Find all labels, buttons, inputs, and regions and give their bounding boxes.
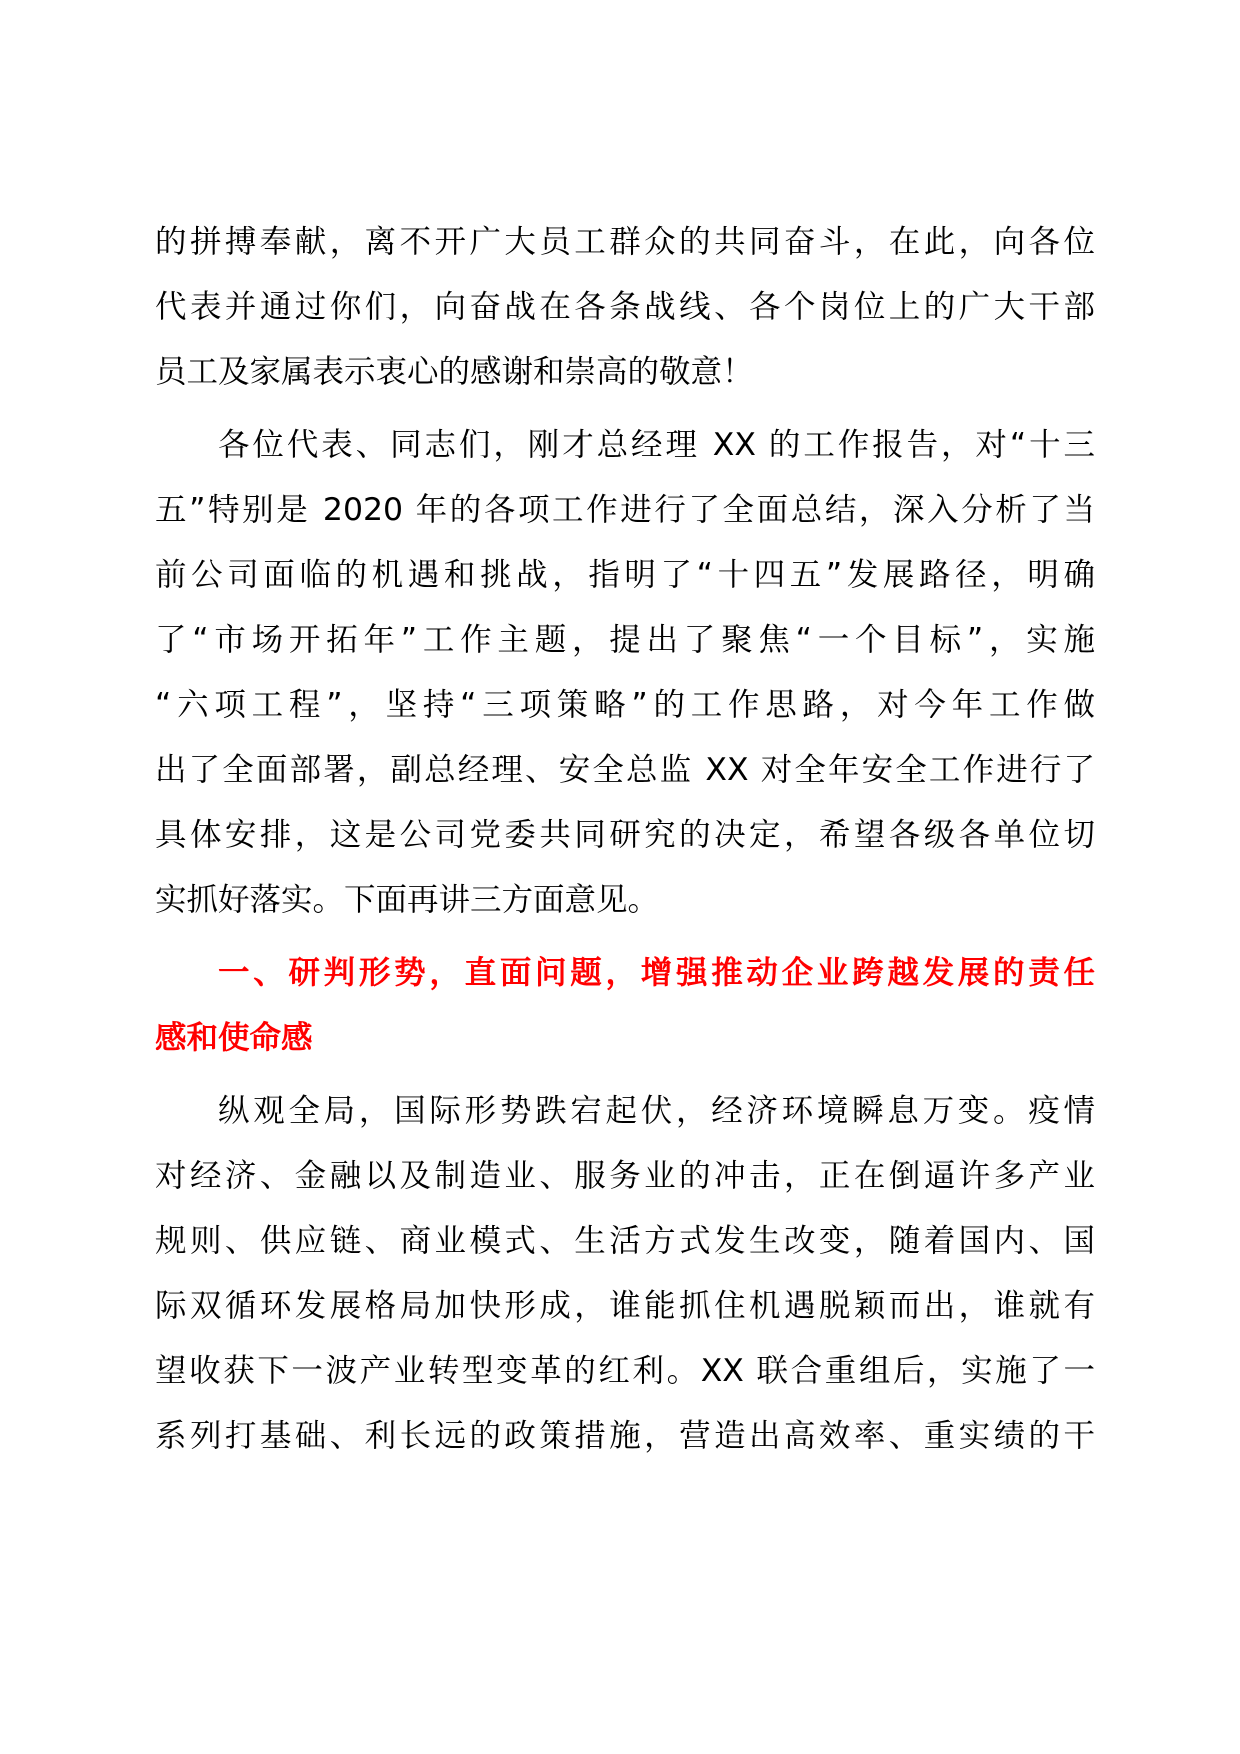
text-line: 纵观全局，国际形势跌宕起伏，经济环境瞬息万变。疫情	[218, 1093, 1095, 1129]
text-line: 实抓好落实。下面再讲三方面意见。	[155, 882, 660, 918]
paragraph-work-report	[155, 413, 1095, 933]
text-line: 前公司面临的机遇和挑战，指明了“十四五”发展路径，明确	[155, 557, 1095, 593]
text-line: 规则、供应链、商业模式、生活方式发生改变，随着国内、国	[155, 1223, 1095, 1259]
paragraph-situation	[155, 1079, 1095, 1469]
text-line: 系列打基础、利长远的政策措施，营造出高效率、重实绩的干	[155, 1418, 1095, 1454]
text-line: 望收获下一波产业转型变革的红利。XX 联合重组后，实施了一	[155, 1353, 1095, 1389]
text-line: 五”特别是 2020 年的各项工作进行了全面总结，深入分析了当	[155, 492, 1095, 528]
text-line: 代表并通过你们，向奋战在各条战线、各个岗位上的广大干部	[155, 289, 1095, 325]
text-line: 具体安排，这是公司党委共同研究的决定，希望各级各单位切	[155, 817, 1095, 853]
text-line: 各位代表、同志们，刚才总经理 XX 的工作报告，对“十三	[218, 427, 1095, 463]
text-line: “六项工程”，坚持“三项策略”的工作思路，对今年工作做	[155, 687, 1095, 723]
text-line: 的拼搏奉献，离不开广大员工群众的共同奋斗，在此，向各位	[155, 224, 1095, 260]
text-line: 员工及家属表示衷心的感谢和崇高的敬意！	[155, 354, 754, 390]
heading-line: 一、研判形势，直面问题，增强推动企业跨越发展的责任	[218, 955, 1095, 991]
document-body	[155, 210, 1095, 1477]
section-heading-1	[155, 941, 1095, 1071]
heading-line: 感和使命感	[155, 1020, 313, 1056]
text-line: 了“市场开拓年”工作主题，提出了聚焦“一个目标”，实施	[155, 622, 1095, 658]
text-line: 对经济、金融以及制造业、服务业的冲击，正在倒逼许多产业	[155, 1158, 1095, 1194]
text-line: 际双循环发展格局加快形成，谁能抓住机遇脱颖而出，谁就有	[155, 1288, 1095, 1324]
text-line: 出了全面部署，副总经理、安全总监 XX 对全年安全工作进行了	[155, 752, 1095, 788]
paragraph-thanks	[155, 210, 1095, 405]
